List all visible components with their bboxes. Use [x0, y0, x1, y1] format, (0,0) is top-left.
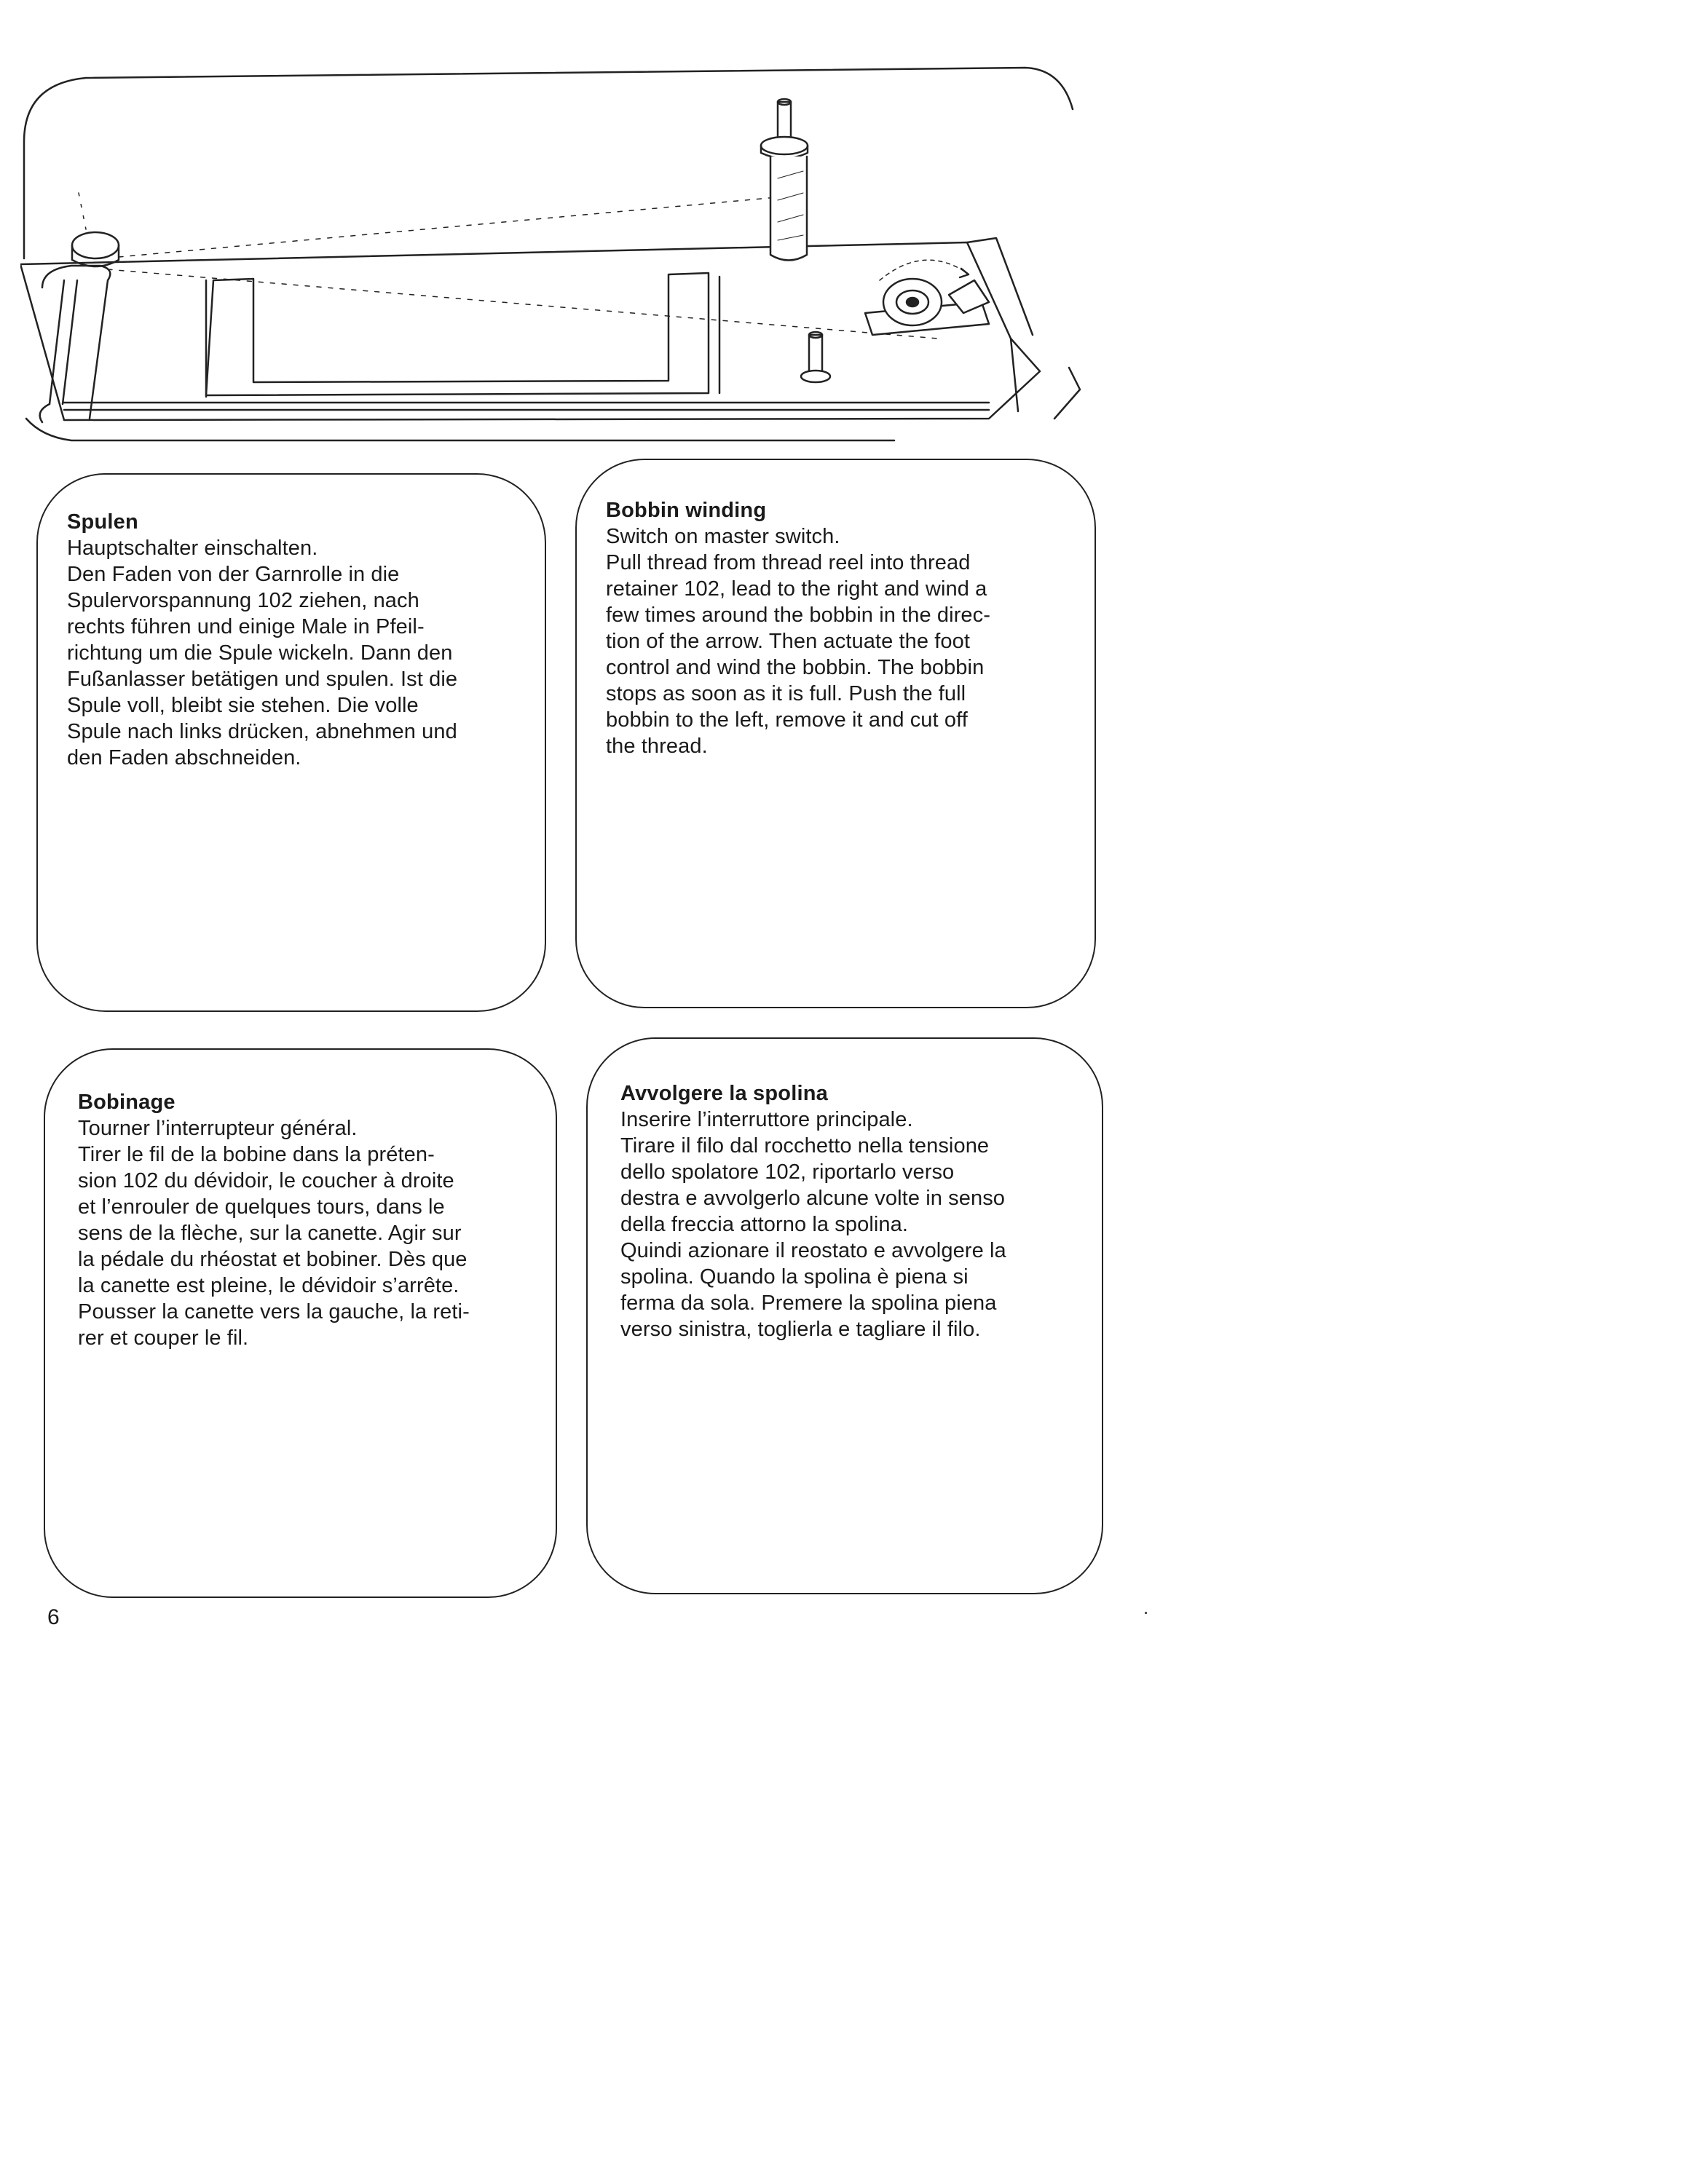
section-body: Tourner l’interrupteur général. Tirer le fil de la bobine dans la préten- sion 102 du dévidoir, le coucher à droite et l’enrouler de quelques tours, dans le sens de la flèche, sur la canette. Agir sur la pédale du rhéostat et bobiner. Dès que la canette est pleine, le dévidoir s’arrête. Pousser la canette vers la gauche, la reti- rer et couper le fil.	[78, 1116, 470, 1350]
section-italian	[586, 1037, 1103, 1594]
section-body: Inserire l’interruttore principale. Tirare il filo dal rocchetto nella tensione dello spolatore 102, riportarlo verso destra e avvolgerlo alcune volte in senso della freccia attorno la spolina. Quindi azionare il reostato e avvolgere la spolina. Quando la spolina è piena si ferma da sola. Premere la spolina piena verso sinistra, toglierla e tagliare il filo.	[620, 1107, 1006, 1341]
section-title: Spulen	[67, 510, 138, 534]
section-title: Avvolgere la spolina	[620, 1082, 828, 1105]
section-body: Hauptschalter einschalten. Den Faden von der Garnrolle in die Spulervorspannung 102 ziehen, nach rechts führen und einige Male in Pfeil- richtung um die Spule wickeln. Dann den Fußanlasser betätigen und spulen. Ist die Spule voll, bleibt sie stehen. Die volle Spule nach links drücken, abnehmen und den Faden abschneiden.	[67, 536, 458, 769]
spool-pin	[801, 332, 830, 382]
section-german	[36, 473, 546, 1012]
section-body: Switch on master switch. Pull thread from thread reel into thread retainer 102, lead to the right and wind a few times around the bobbin in the direc- tion of the arrow. Then actuate the foot control and wind the bobbin. The bobbin stops as soon as it is full. Push the full bobbin to the left, remove it and cut off the thread.	[606, 524, 991, 758]
illustration-frame	[24, 68, 1073, 258]
page-number: 6	[47, 1605, 60, 1629]
thread-reel	[761, 99, 808, 261]
free-arm-opening	[206, 273, 709, 395]
scan-speck	[1145, 1612, 1147, 1614]
bobbin-winder-illustration	[20, 62, 1084, 451]
bobbin-winder	[865, 260, 989, 335]
section-english	[575, 459, 1096, 1008]
section-title: Bobbin winding	[606, 499, 767, 522]
section-title: Bobinage	[78, 1091, 175, 1114]
section-french	[44, 1048, 557, 1598]
